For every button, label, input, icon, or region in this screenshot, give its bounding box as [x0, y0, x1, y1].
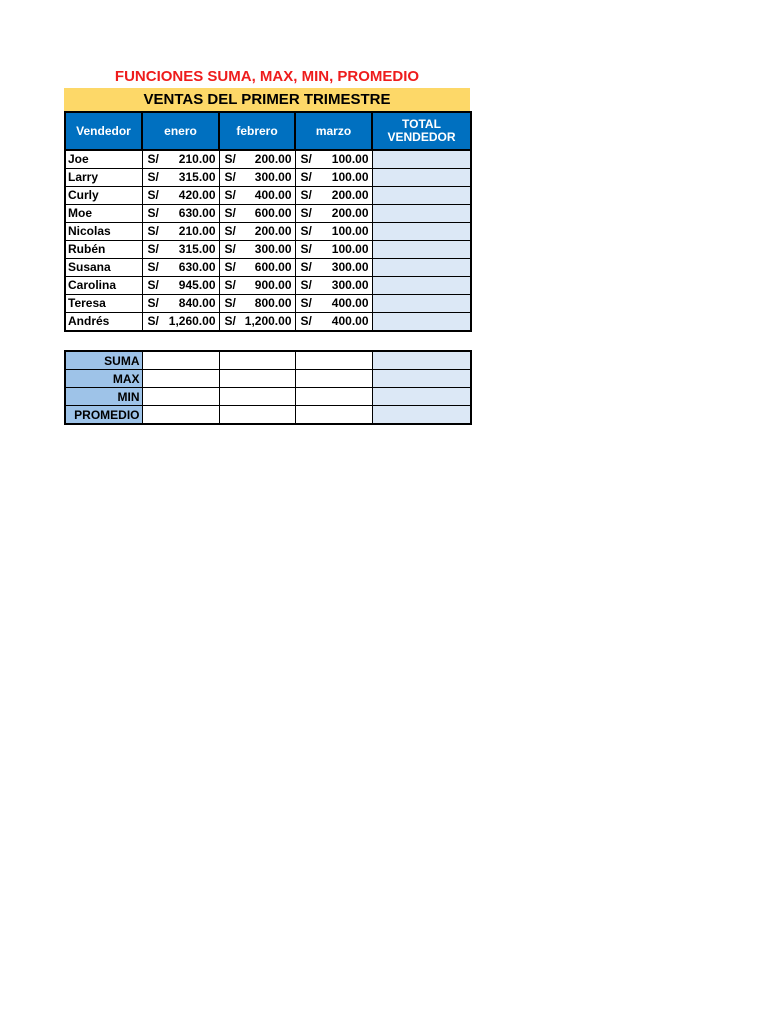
currency-symbol: S/ — [224, 206, 236, 220]
currency-symbol: S/ — [300, 188, 312, 202]
summary-cell-total[interactable] — [372, 388, 471, 406]
table-row — [65, 313, 471, 332]
table-row — [65, 205, 471, 223]
summary-cell-enero[interactable] — [142, 351, 219, 370]
summary-row — [65, 351, 471, 370]
amount: 315.00 — [178, 242, 216, 256]
currency-symbol: S/ — [147, 152, 159, 166]
sales-cell-febrero[interactable] — [219, 277, 295, 295]
total-vendedor-cell[interactable] — [372, 150, 471, 169]
amount: 300.00 — [254, 170, 292, 184]
currency-symbol: S/ — [300, 206, 312, 220]
summary-cell-total[interactable] — [372, 370, 471, 388]
col-header-febrero: febrero — [219, 112, 295, 150]
sales-cell-marzo[interactable] — [295, 150, 372, 169]
vendor-name-cell[interactable]: Susana — [65, 259, 142, 277]
col-header-total-vendedor: TOTAL VENDEDOR — [372, 112, 471, 150]
amount: 840.00 — [178, 296, 216, 310]
sales-cell-enero[interactable] — [142, 169, 219, 187]
currency-symbol: S/ — [147, 224, 159, 238]
currency-symbol: S/ — [147, 188, 159, 202]
sales-cell-febrero[interactable] — [219, 295, 295, 313]
sales-cell-enero[interactable] — [142, 313, 219, 332]
amount: 200.00 — [254, 224, 292, 238]
table-row — [65, 295, 471, 313]
vendor-name-cell[interactable]: Nicolas — [65, 223, 142, 241]
sales-cell-febrero[interactable] — [219, 150, 295, 169]
sales-cell-marzo[interactable] — [295, 205, 372, 223]
amount: 600.00 — [254, 206, 292, 220]
summary-table — [64, 350, 472, 425]
summary-cell-marzo[interactable] — [295, 351, 372, 370]
sales-cell-marzo[interactable] — [295, 313, 372, 332]
summary-label: PROMEDIO — [65, 406, 142, 425]
amount: 420.00 — [178, 188, 216, 202]
sales-cell-marzo[interactable] — [295, 169, 372, 187]
currency-symbol: S/ — [224, 278, 236, 292]
amount: 630.00 — [178, 206, 216, 220]
amount: 600.00 — [254, 260, 292, 274]
sales-cell-enero[interactable] — [142, 241, 219, 259]
vendor-name-cell[interactable]: Andrés — [65, 313, 142, 332]
summary-row — [65, 388, 471, 406]
sales-cell-marzo[interactable] — [295, 223, 372, 241]
amount: 315.00 — [178, 170, 216, 184]
sales-cell-febrero[interactable] — [219, 313, 295, 332]
currency-symbol: S/ — [224, 170, 236, 184]
currency-symbol: S/ — [147, 242, 159, 256]
sales-cell-enero[interactable] — [142, 205, 219, 223]
summary-row — [65, 370, 471, 388]
currency-symbol: S/ — [224, 242, 236, 256]
total-vendedor-cell[interactable] — [372, 313, 471, 332]
amount: 300.00 — [331, 278, 369, 292]
total-vendedor-cell[interactable] — [372, 169, 471, 187]
col-header-vendedor: Vendedor — [65, 112, 142, 150]
currency-symbol: S/ — [224, 314, 236, 328]
currency-symbol: S/ — [147, 170, 159, 184]
table-subtitle: VENTAS DEL PRIMER TRIMESTRE — [64, 88, 470, 111]
sales-cell-febrero[interactable] — [219, 169, 295, 187]
total-vendedor-cell[interactable] — [372, 277, 471, 295]
vendor-name-cell[interactable]: Moe — [65, 205, 142, 223]
amount: 300.00 — [331, 260, 369, 274]
total-vendedor-cell[interactable] — [372, 187, 471, 205]
sales-cell-febrero[interactable] — [219, 259, 295, 277]
total-vendedor-cell[interactable] — [372, 223, 471, 241]
vendor-name-cell[interactable]: Larry — [65, 169, 142, 187]
total-vendedor-cell[interactable] — [372, 259, 471, 277]
summary-cell-total[interactable] — [372, 406, 471, 425]
currency-symbol: S/ — [147, 278, 159, 292]
total-vendedor-cell[interactable] — [372, 205, 471, 223]
sales-table — [64, 111, 472, 332]
amount: 100.00 — [331, 224, 369, 238]
sales-cell-marzo[interactable] — [295, 295, 372, 313]
vendor-name-cell[interactable]: Curly — [65, 187, 142, 205]
summary-label: MAX — [65, 370, 142, 388]
summary-cell-enero[interactable] — [142, 406, 219, 425]
sales-cell-marzo[interactable] — [295, 277, 372, 295]
currency-symbol: S/ — [224, 260, 236, 274]
summary-cell-total[interactable] — [372, 351, 471, 370]
amount: 100.00 — [331, 170, 369, 184]
currency-symbol: S/ — [224, 188, 236, 202]
amount: 200.00 — [331, 206, 369, 220]
summary-cell-febrero[interactable] — [219, 388, 295, 406]
summary-cell-enero[interactable] — [142, 370, 219, 388]
sales-cell-febrero[interactable] — [219, 205, 295, 223]
summary-label: MIN — [65, 388, 142, 406]
summary-cell-febrero[interactable] — [219, 406, 295, 425]
sales-cell-marzo[interactable] — [295, 259, 372, 277]
amount: 900.00 — [254, 278, 292, 292]
summary-cell-enero[interactable] — [142, 388, 219, 406]
col-header-marzo: marzo — [295, 112, 372, 150]
currency-symbol: S/ — [300, 296, 312, 310]
currency-symbol: S/ — [224, 224, 236, 238]
currency-symbol: S/ — [300, 278, 312, 292]
amount: 400.00 — [331, 296, 369, 310]
amount: 400.00 — [254, 188, 292, 202]
currency-symbol: S/ — [300, 152, 312, 166]
summary-cell-marzo[interactable] — [295, 388, 372, 406]
currency-symbol: S/ — [147, 260, 159, 274]
amount: 1,260.00 — [168, 314, 216, 328]
currency-symbol: S/ — [147, 296, 159, 310]
vendor-name-cell[interactable]: Carolina — [65, 277, 142, 295]
sales-cell-enero[interactable] — [142, 223, 219, 241]
amount: 800.00 — [254, 296, 292, 310]
amount: 210.00 — [178, 224, 216, 238]
amount: 210.00 — [178, 152, 216, 166]
total-vendedor-cell[interactable] — [372, 295, 471, 313]
summary-cell-febrero[interactable] — [219, 370, 295, 388]
currency-symbol: S/ — [300, 242, 312, 256]
sales-cell-febrero[interactable] — [219, 241, 295, 259]
currency-symbol: S/ — [300, 170, 312, 184]
amount: 100.00 — [331, 152, 369, 166]
sales-cell-enero[interactable] — [142, 295, 219, 313]
table-row — [65, 277, 471, 295]
amount: 945.00 — [178, 278, 216, 292]
currency-symbol: S/ — [300, 260, 312, 274]
header-row — [65, 112, 471, 150]
currency-symbol: S/ — [300, 224, 312, 238]
sales-cell-enero[interactable] — [142, 187, 219, 205]
col-header-enero: enero — [142, 112, 219, 150]
vendor-name-cell[interactable]: Joe — [65, 150, 142, 169]
amount: 1,200.00 — [244, 314, 292, 328]
amount: 630.00 — [178, 260, 216, 274]
sheet-title: FUNCIONES SUMA, MAX, MIN, PROMEDIO — [114, 68, 420, 85]
currency-symbol: S/ — [224, 152, 236, 166]
currency-symbol: S/ — [224, 296, 236, 310]
sales-cell-marzo[interactable] — [295, 187, 372, 205]
amount: 400.00 — [331, 314, 369, 328]
table-row — [65, 187, 471, 205]
summary-cell-febrero[interactable] — [219, 351, 295, 370]
amount: 200.00 — [331, 188, 369, 202]
sales-cell-enero[interactable] — [142, 150, 219, 169]
vendor-name-cell[interactable]: Rubén — [65, 241, 142, 259]
table-row — [65, 150, 471, 169]
total-vendedor-cell[interactable] — [372, 241, 471, 259]
currency-symbol: S/ — [300, 314, 312, 328]
sales-cell-febrero[interactable] — [219, 187, 295, 205]
table-row — [65, 169, 471, 187]
amount: 200.00 — [254, 152, 292, 166]
sales-cell-marzo[interactable] — [295, 241, 372, 259]
sales-cell-enero[interactable] — [142, 277, 219, 295]
summary-cell-marzo[interactable] — [295, 406, 372, 425]
summary-cell-marzo[interactable] — [295, 370, 372, 388]
table-row — [65, 223, 471, 241]
sales-cell-enero[interactable] — [142, 259, 219, 277]
currency-symbol: S/ — [147, 314, 159, 328]
amount: 100.00 — [331, 242, 369, 256]
vendor-name-cell[interactable]: Teresa — [65, 295, 142, 313]
amount: 300.00 — [254, 242, 292, 256]
sales-cell-febrero[interactable] — [219, 223, 295, 241]
summary-row — [65, 406, 471, 425]
currency-symbol: S/ — [147, 206, 159, 220]
table-row — [65, 259, 471, 277]
summary-label: SUMA — [65, 351, 142, 370]
table-row — [65, 241, 471, 259]
